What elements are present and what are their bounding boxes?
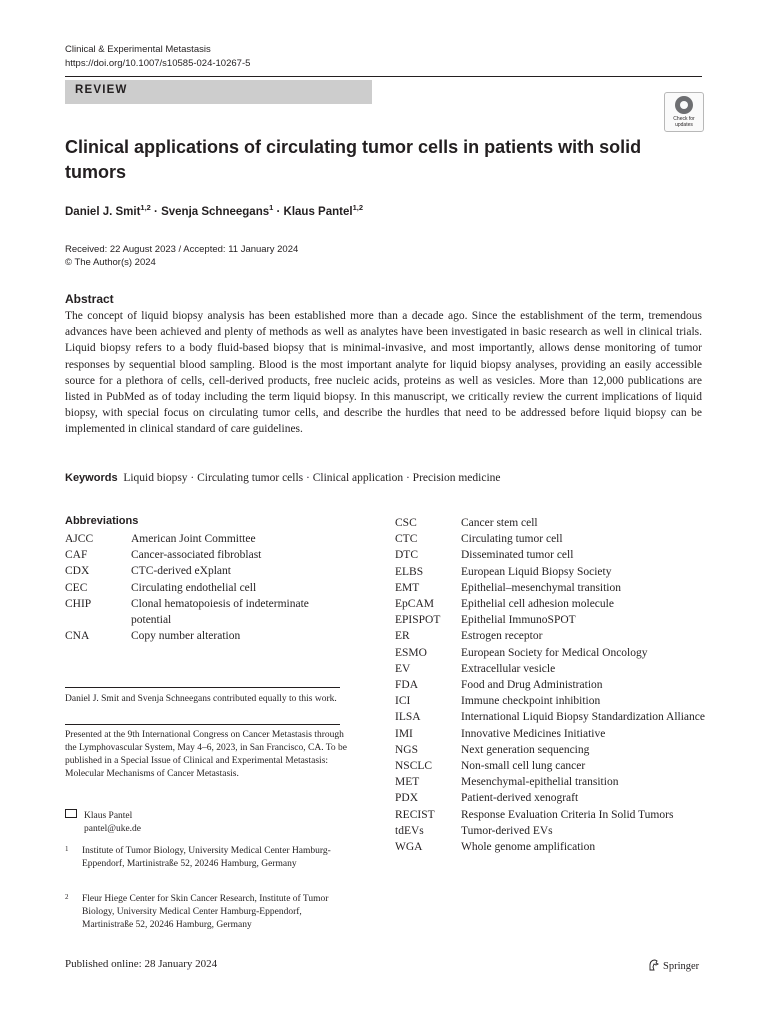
abbreviation-term: RECIST xyxy=(395,808,435,821)
equal-contribution-note: Daniel J. Smit and Svenja Schneegans contributed equally to this work. xyxy=(65,694,337,704)
abbreviation-term: MET xyxy=(395,776,420,789)
author-separator: · xyxy=(150,205,162,218)
published-online: Published online: 28 January 2024 xyxy=(65,958,218,970)
abbreviation-term: CDX xyxy=(65,565,90,578)
abbreviation-row xyxy=(395,515,715,531)
author-name[interactable]: Svenja Schneegans xyxy=(161,205,270,218)
abbreviation-term: WGA xyxy=(395,841,423,854)
abbreviation-row xyxy=(395,661,715,677)
affiliation-number: 1 xyxy=(65,845,69,853)
affiliation-number: 2 xyxy=(65,893,69,901)
abbreviation-definition: Disseminated tumor cell xyxy=(461,549,574,562)
abbreviation-term: ICI xyxy=(395,695,411,708)
article-title: Clinical applications of circulating tumor cells in patients with solid tumors xyxy=(65,137,642,182)
author-name[interactable]: Daniel J. Smit xyxy=(65,205,141,218)
footnote-divider xyxy=(65,724,340,725)
abbreviation-row xyxy=(395,774,715,790)
abbreviation-term: EV xyxy=(395,662,411,675)
abbreviation-term: IMI xyxy=(395,727,413,740)
abbreviation-row xyxy=(395,839,715,855)
abbreviation-row xyxy=(395,531,715,547)
abbreviation-definition: CTC-derived eXplant xyxy=(131,565,231,578)
abbreviation-row xyxy=(395,693,715,709)
abbreviation-term: NGS xyxy=(395,743,419,756)
abbreviation-term: EPISPOT xyxy=(395,614,441,627)
abbreviation-row xyxy=(395,612,715,628)
keywords xyxy=(65,470,702,486)
abbreviation-row xyxy=(395,596,715,612)
abbreviation-definition: Whole genome amplification xyxy=(461,841,596,854)
abbreviation-definition: American Joint Committee xyxy=(131,533,256,545)
springer-horse-icon xyxy=(648,959,659,971)
author-affiliation-ref: 1 xyxy=(269,203,274,212)
abbreviation-row xyxy=(395,580,715,596)
abbreviation-term: CHIP xyxy=(65,597,92,610)
abbreviation-term: EpCAM xyxy=(395,598,434,611)
abbreviation-term: ER xyxy=(395,630,410,643)
abbreviation-row xyxy=(395,742,715,758)
abbreviation-row xyxy=(395,628,715,644)
badge-line-1: Check for xyxy=(673,116,695,122)
abbreviation-row xyxy=(65,531,340,547)
author-list xyxy=(65,203,363,218)
abbreviation-definition: Innovative Medicines Initiative xyxy=(461,727,606,740)
abbreviation-row xyxy=(395,823,715,839)
contact-name: Klaus Pantel xyxy=(84,811,133,821)
abbreviation-definition: Next generation sequencing xyxy=(461,743,590,756)
abbreviation-term: ELBS xyxy=(395,565,424,578)
envelope-icon xyxy=(65,809,77,818)
check-for-updates-badge[interactable] xyxy=(664,92,704,132)
publisher-logo xyxy=(648,959,699,972)
abbreviation-row xyxy=(65,628,340,644)
abbreviation-term: CNA xyxy=(65,630,90,643)
received-accepted-dates: Received: 22 August 2023 / Accepted: 11 January 2024 xyxy=(65,244,299,255)
abbreviation-term: CSC xyxy=(395,517,417,529)
abbreviation-definition: Copy number alteration xyxy=(131,630,241,643)
publisher-name: Springer xyxy=(663,961,700,972)
abbreviation-row xyxy=(395,758,715,774)
abbreviations-heading: Abbreviations xyxy=(65,515,139,527)
abbreviation-definition: Extracellular vesicle xyxy=(461,662,556,675)
abbreviation-row xyxy=(395,564,715,580)
doi-link[interactable]: https://doi.org/10.1007/s10585-024-10267-5 xyxy=(65,58,251,69)
abbreviation-term: tdEVs xyxy=(395,824,424,837)
check-updates-icon xyxy=(675,96,693,114)
abbreviation-term: FDA xyxy=(395,679,419,692)
article-type-label: REVIEW xyxy=(75,84,128,96)
author-separator: · xyxy=(273,205,284,218)
affiliation-text: Institute of Tumor Biology, University Medical Center Hamburg-Eppendorf, Martinistraße 52, 20246 Hamburg, Germany xyxy=(82,846,331,869)
corresponding-author xyxy=(65,809,141,836)
abbreviation-definition: Cancer-associated fibroblast xyxy=(131,549,262,562)
abbreviation-term: EMT xyxy=(395,581,420,594)
keywords-text: Liquid biopsy · Circulating tumor cells · Clinical application · Precision medicine xyxy=(123,472,501,484)
abbreviation-term: ESMO xyxy=(395,646,427,659)
copyright-notice: © The Author(s) 2024 xyxy=(65,257,156,268)
abstract-heading: Abstract xyxy=(65,292,114,306)
abbreviation-row xyxy=(395,677,715,693)
abbreviation-term: CTC xyxy=(395,533,418,546)
abbreviation-definition: Response Evaluation Criteria In Solid Tumors xyxy=(461,808,674,821)
abbreviation-definition: Immune checkpoint inhibition xyxy=(461,695,601,708)
abbreviation-row xyxy=(65,580,340,596)
article-type-band xyxy=(65,80,372,104)
affiliation xyxy=(65,845,350,871)
affiliation xyxy=(65,893,350,932)
abbreviation-row xyxy=(395,726,715,742)
badge-line-2: updates xyxy=(675,122,693,128)
abbreviation-definition: Circulating endothelial cell xyxy=(131,581,257,594)
abbreviation-definition: Circulating tumor cell xyxy=(461,533,563,546)
abbreviation-term: NSCLC xyxy=(395,760,433,773)
abbreviation-definition: Epithelial ImmunoSPOT xyxy=(461,614,576,627)
abbreviations-list-left xyxy=(65,531,340,644)
abbreviation-definition: Mesenchymal-epithelial transition xyxy=(461,776,619,789)
abbreviation-row xyxy=(395,790,715,806)
abbreviation-row xyxy=(65,596,340,628)
abbreviation-definition: Non-small cell lung cancer xyxy=(461,760,586,773)
abbreviation-row xyxy=(395,709,715,725)
affiliation-text: Fleur Hiege Center for Skin Cancer Research, Institute of Tumor Biology, University Medical Center Hamburg-Eppendorf, Martinistraße 52, 20246 Hamburg, Germany xyxy=(82,894,329,930)
abbreviation-definition: Tumor-derived EVs xyxy=(461,824,553,837)
abbreviation-term: DTC xyxy=(395,549,418,562)
footnote-divider xyxy=(65,687,340,688)
contact-email[interactable]: pantel@uke.de xyxy=(84,824,142,834)
abbreviation-definition: Cancer stem cell xyxy=(461,517,538,529)
abbreviation-definition: Epithelial cell adhesion molecule xyxy=(461,598,614,611)
abbreviation-definition: Estrogen receptor xyxy=(461,630,543,643)
abbreviation-term: CAF xyxy=(65,549,88,562)
abbreviation-term: AJCC xyxy=(65,533,94,545)
abbreviations-list-right xyxy=(395,515,715,855)
journal-name: Clinical & Experimental Metastasis xyxy=(65,44,211,55)
abstract-text: The concept of liquid biopsy analysis has been established more than a decade ago. Since the establishment of the term, tremendous advances have been achieved and plenty of methods as well as analytes have been investigated in basic research as well in clinical trials. Liquid biopsy refers to a body fluid-based biopsy that is minimal-invasive, and most importantly, allows dense monitoring of tumor responses by sequential blood sampling. Blood is the most important analyte for liquid biopsy analyses, providing an easily accessible source for a plethora of cells, cell-derived products, free nucleic acids, proteins as well as vesicles. More than 12,000 publications are listed in PubMed as of today including the term liquid biopsy. In this manuscript, we critically review the current implications of liquid biopsy, with special focus on circulating tumor cells, and describe the hurdles that need to be addressed before liquid biopsy can be implemented in clinical standard of care guidelines. xyxy=(65,310,702,436)
keywords-heading: Keywords xyxy=(65,472,118,484)
abbreviation-row xyxy=(65,547,340,563)
abbreviation-definition: Patient-derived xenograft xyxy=(461,792,579,805)
abbreviation-row xyxy=(395,547,715,563)
abbreviation-definition: International Liquid Biopsy Standardization Alliance xyxy=(461,711,705,724)
abbreviation-term: PDX xyxy=(395,792,419,805)
author-name[interactable]: Klaus Pantel xyxy=(283,205,353,218)
abbreviation-definition: Food and Drug Administration xyxy=(461,679,603,692)
abbreviation-term: CEC xyxy=(65,581,88,594)
abbreviation-definition: Epithelial–mesenchymal transition xyxy=(461,581,622,594)
abbreviation-row xyxy=(395,645,715,661)
abbreviation-row xyxy=(395,807,715,823)
header-divider xyxy=(65,76,702,77)
abbreviation-definition: Clonal hematopoiesis of indeterminate potential xyxy=(131,597,309,627)
abbreviation-definition: European Liquid Biopsy Society xyxy=(461,565,612,578)
abbreviation-row xyxy=(65,563,340,579)
congress-note: Presented at the 9th International Congress on Cancer Metastasis through the Lymphovascular System, May 4–6, 2023, in San Francisco, CA. To be published in a Special Issue of Clinical and Experimental Metastasis: Molecular Mechanisms of Cancer Metastasis. xyxy=(65,730,348,779)
abbreviation-definition: European Society for Medical Oncology xyxy=(461,646,648,659)
author-affiliation-ref: 1,2 xyxy=(352,203,363,212)
abbreviation-term: ILSA xyxy=(395,711,421,724)
author-affiliation-ref: 1,2 xyxy=(140,203,151,212)
